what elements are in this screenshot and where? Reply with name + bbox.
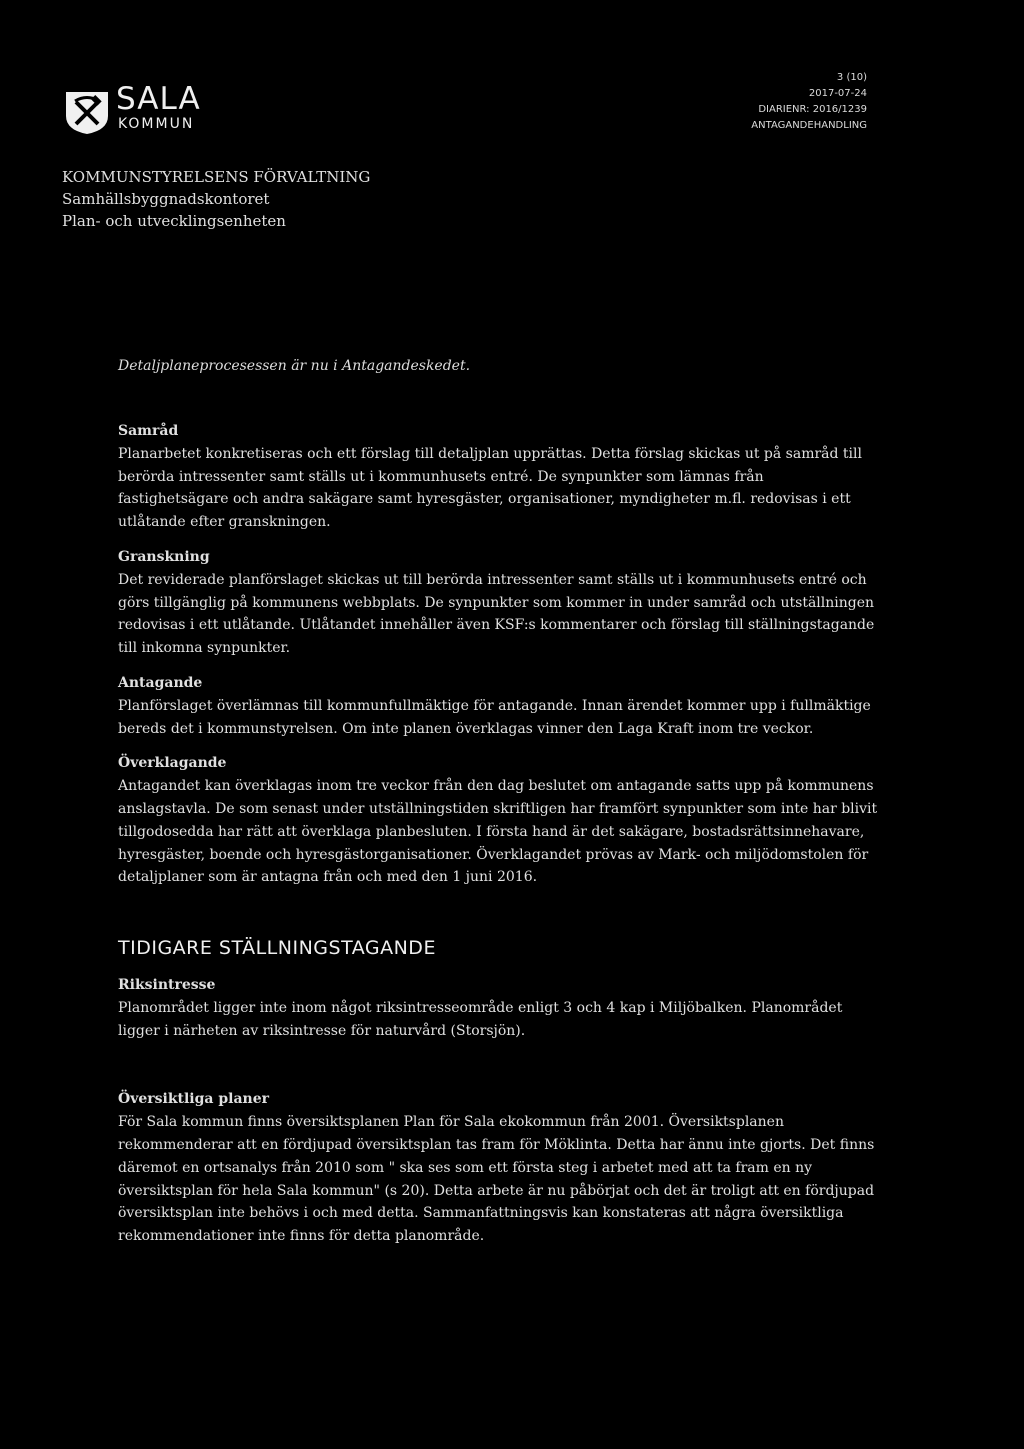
major-heading: TIDIGARE STÄLLNINGSTAGANDE: [118, 937, 436, 960]
subsection-body-oversiktliga-planer: För Sala kommun finns översiktsplanen Plan för Sala ekokommun från 2001. Översiktsplanen rekommenderar att en fördjupad översiktsplan tas fram för Möklinta. Detta har ännu inte gjorts. Det finns däremot en ortsanalys från 2010 som " ska ses som ett första steg i arbetet med att ta fram en ny översiktsplan för hela Sala kommun" (s 20). Detta arbete är nu påbörjat och det är troligt att en fördjupad översiktsplan inte behövs i och med detta. Sammanfattningsvis kan konstateras att några översiktliga rekommendationer inte finns för detta planområde.: [118, 1114, 875, 1245]
page-number: 3 (10): [836, 72, 867, 83]
subsection-heading-oversiktliga-planer: Översiktliga planer: [118, 1091, 269, 1108]
document-date: 2017-07-24: [808, 88, 867, 99]
section-heading-samrad: Samråd: [118, 423, 179, 439]
logo-name: SALA: [116, 81, 201, 117]
hammer-pick-crest-icon: [62, 86, 112, 136]
section-body-antagande: Planförslaget överlämnas till kommunfullmäktige för antagande. Innan ärendet kommer upp i fullmäktige bereds det i kommunstyrelsen. Om inte planen överklagas vinner den Laga Kraft inom tre veckor.: [118, 697, 871, 737]
intro-text: Detaljplaneprocesessen är nu i Antagandeskedet.: [118, 358, 471, 374]
section-heading-overklagande: Överklagande: [118, 755, 227, 772]
department-line-1: KOMMUNSTYRELSENS FÖRVALTNING: [62, 168, 371, 186]
department-block: [62, 166, 370, 232]
section-heading-granskning: Granskning: [118, 548, 210, 565]
diarienr: DIARIENR: 2016/1239: [758, 104, 867, 115]
section-body-overklagande: Antagandet kan överklagas inom tre veckor från den dag beslutet om antagande satts upp på kommunens anslagstavla. De som senast under utställningstiden skriftligen har framfört synpunkter som inte har blivit tillgodosedda har rätt att överklaga planbesluten. I första hand är det sakägare, bostadsrättsinnehavare, hyresgäster, boende och hyresgästorganisationer. Överklagandet prövas av Mark- och miljödomstolen för detaljplaner som är antagna från och med den 1 juni 2016.: [118, 778, 878, 886]
section-body-granskning: Det reviderade planförslaget skickas ut till berörda intressenter samt ställs ut i kommunhusets entré och görs tillgänglig på kommunens webbplats. De synpunkter som kommer in under samråd och utställningen redovisas i ett utlåtande. Utlåtandet innehåller även KSF:s kommentarer och förslag till ställningstagande till inkomna synpunkter.: [118, 571, 875, 657]
logo-sub: KOMMUN: [118, 116, 195, 132]
department-line-2: Samhällsbyggnadskontoret: [62, 190, 270, 208]
document-body: [118, 420, 878, 1260]
section-body-samrad: Planarbetet konkretiseras och ett förslag till detaljplan upprättas. Detta förslag skickas ut på samråd till berörda intressenter samt ställs ut i kommunhusets entré. De synpunkter som lämnas från fastighetsägare och andra sakägare samt hyresgäster, organisationer, myndigheter m.fl. redovisas i ett utlåtande efter granskningen.: [118, 445, 862, 531]
subsection-body-riksintresse: Planområdet ligger inte inom något riksintresseområde enligt 3 och 4 kap i Miljöbalken. Planområdet ligger i närheten av riksintresse för naturvård (Storsjön).: [118, 999, 843, 1039]
document-type: ANTAGANDEHANDLING: [751, 120, 867, 131]
section-heading-antagande: Antagande: [118, 674, 203, 691]
document-meta: [751, 70, 867, 134]
subsection-heading-riksintresse: Riksintresse: [118, 976, 216, 993]
sala-kommun-logo: [62, 82, 212, 142]
department-line-3: Plan- och utvecklingsenheten: [62, 212, 286, 230]
